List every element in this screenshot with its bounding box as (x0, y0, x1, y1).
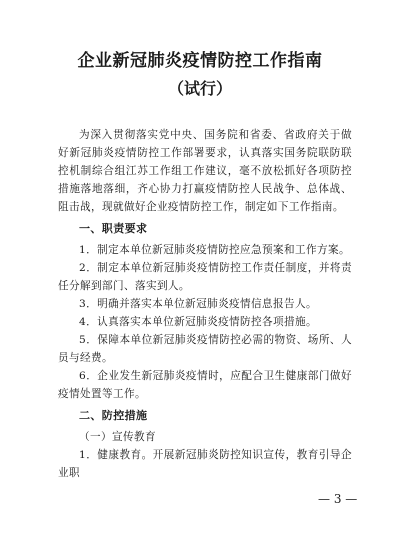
duty-item-5: 5．保障本单位新冠肺炎疫情防控必需的物资、场所、人员与经费。 (58, 334, 352, 364)
intro-paragraph: 为深入贯彻落实党中央、国务院和省委、省政府关于做好新冠肺炎疫情防控工作部署要求，认真落实国务院联防联控机制综合组江苏工作组工作建议，毫不放松抓好各项防控措施落地落细，齐心协力打赢疫情防控人民战争、总体战、阻击战，现就做好企业疫情防控工作，制定如下工作指南。 (58, 129, 352, 213)
sub-heading-publicity: （一）宣传教育 (79, 431, 156, 443)
document-title: 企业新冠肺炎疫情防控工作指南 (77, 51, 323, 71)
duty-item-2: 2．制定本单位新冠肺炎疫情防控工作责任制度，并将责任分解到部门、落实到人。 (58, 262, 352, 292)
duty-item-1: 1．制定本单位新冠肺炎疫情防控应急预案和工作方案。 (79, 244, 350, 256)
document-subtitle: （试行） (167, 79, 232, 98)
measure-item-1: 1．健康教育。开展新冠肺炎防控知识宣传，教育引导企业职 (58, 449, 352, 479)
duty-item-3: 3．明确并落实本单位新冠肺炎疫情信息报告人。 (79, 298, 318, 310)
document-body (58, 126, 352, 482)
section-heading-measures: 二、防控措施 (79, 409, 148, 422)
duty-item-6: 6．企业发生新冠肺炎疫情时，应配合卫生健康部门做好疫情处置等工作。 (58, 370, 352, 400)
page-number: — 3 — (318, 492, 358, 506)
section-heading-duties: 一、职责要求 (79, 222, 148, 235)
duty-item-4: 4．认真落实本单位新冠肺炎疫情防控各项措施。 (79, 316, 318, 328)
